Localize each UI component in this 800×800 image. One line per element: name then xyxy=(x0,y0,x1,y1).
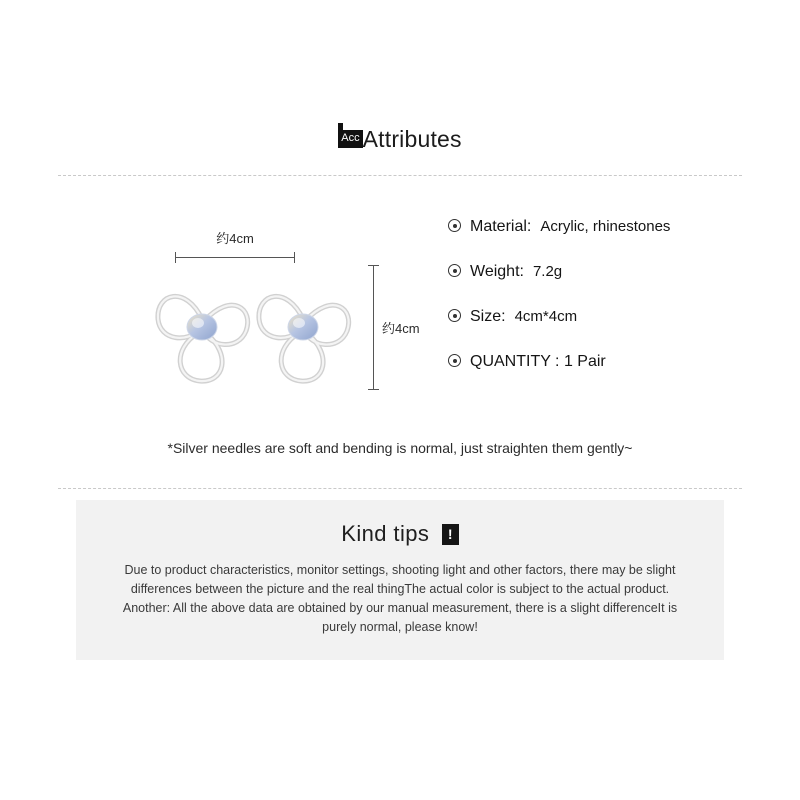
badge-notch-icon xyxy=(338,123,343,130)
ruler-bar-horizontal xyxy=(175,257,295,258)
attribute-row-material xyxy=(448,218,778,236)
attribute-label: Weight: xyxy=(470,263,524,280)
dimension-height-label: 约4cm xyxy=(382,321,420,336)
product-note: *Silver needles are soft and bending is normal, just straighten them gently~ xyxy=(167,440,633,456)
ruler-cap-right xyxy=(294,252,295,263)
dimension-width-label: 约4cm xyxy=(216,231,254,246)
kind-tips-header xyxy=(76,500,724,547)
flower-earrings-image xyxy=(150,265,365,395)
dimension-width-ruler xyxy=(175,252,295,262)
ruler-bar-vertical xyxy=(373,265,374,390)
bullet-icon xyxy=(448,219,461,232)
attribute-label: QUANTITY : 1 Pair xyxy=(470,353,606,370)
attribute-label: Size: xyxy=(470,308,506,325)
attribute-label: Material: xyxy=(470,218,532,235)
bullet-icon xyxy=(448,354,461,367)
ruler-cap-bottom xyxy=(368,389,379,390)
exclamation-icon: ! xyxy=(442,524,459,545)
page-header xyxy=(0,126,800,152)
attributes-list xyxy=(448,218,778,398)
kind-tips-panel xyxy=(76,500,724,660)
dimension-height-ruler xyxy=(368,265,378,390)
bullet-icon xyxy=(448,264,461,277)
attribute-row-weight xyxy=(448,263,778,281)
acc-badge-label: Acc xyxy=(341,132,360,144)
attribute-value: 4cm*4cm xyxy=(514,308,578,325)
bullet-icon xyxy=(448,309,461,322)
acc-badge xyxy=(338,130,362,148)
attribute-row-size xyxy=(448,308,778,326)
divider-top xyxy=(58,175,742,176)
attribute-value: 7.2g xyxy=(532,263,563,280)
attribute-value: Acrylic, rhinestones xyxy=(540,218,671,235)
kind-tips-title: Kind tips xyxy=(341,521,430,546)
kind-tips-body: Due to product characteristics, monitor settings, shooting light and other factors, there may be slight differences between the picture and the real thingThe actual color is subject to the actual product. Another: All the above data are obtained by our manual measurement, there is a slight differenceIt is purely normal, please know! xyxy=(122,563,678,634)
page-title: Attributes xyxy=(362,126,462,152)
product-image-area xyxy=(150,210,440,410)
attribute-row-quantity xyxy=(448,353,778,371)
divider-middle xyxy=(58,488,742,489)
